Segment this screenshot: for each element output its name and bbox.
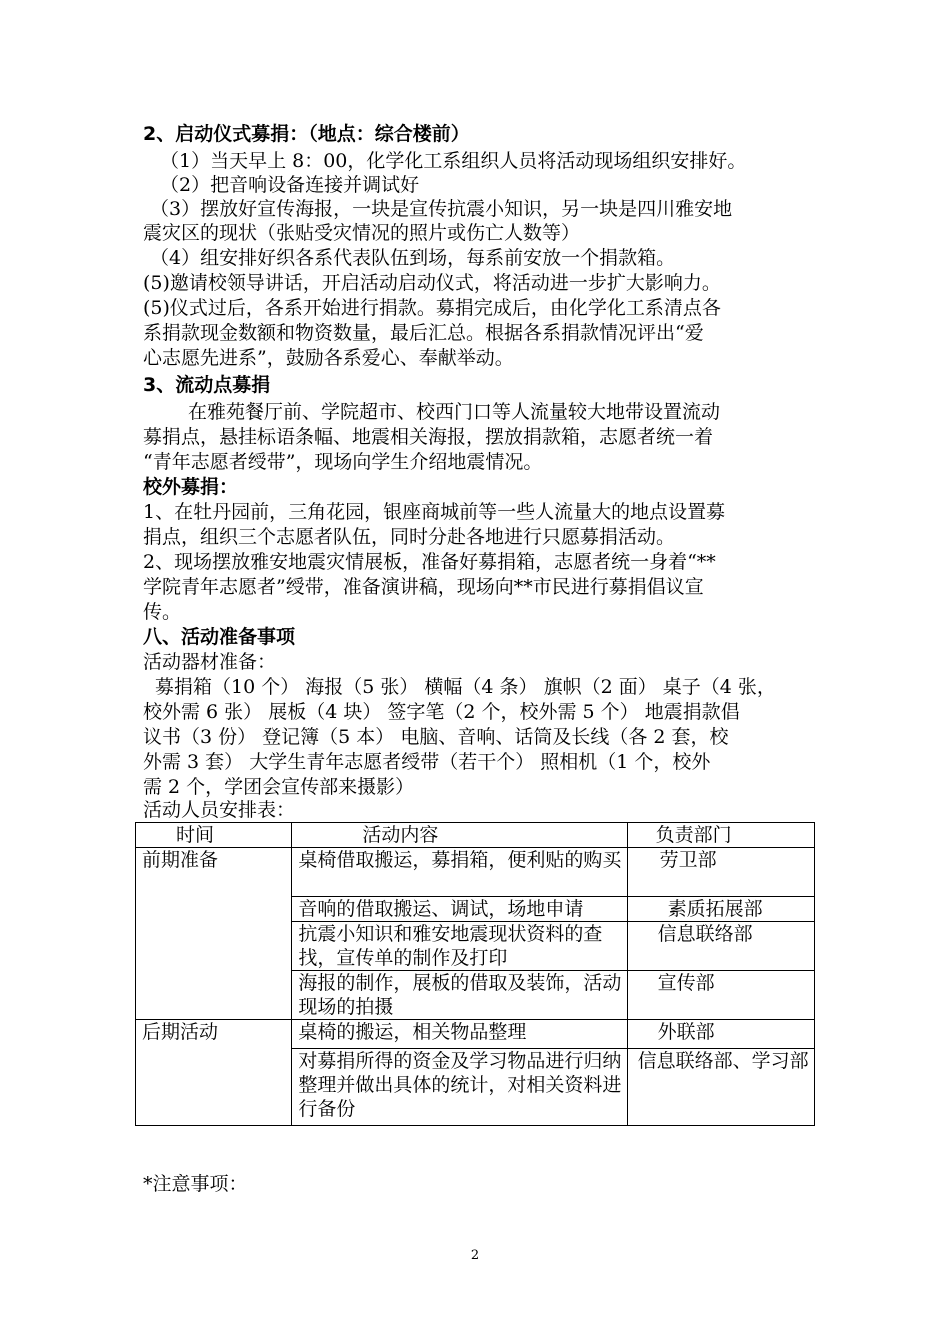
page-number: 2 — [470, 1248, 480, 1263]
staff-table-label: 活动人员安排表： — [143, 799, 296, 821]
section-2-line-6: (5)邀请校领导讲话，开启活动启动仪式，将活动进一步扩大影响力。 — [143, 272, 721, 294]
offcampus-line-4: 学院青年志愿者”绶带，准备演讲稿，现场向**市民进行募捐倡议宣 — [143, 576, 704, 598]
dept-cell: 素质拓展部 — [627, 897, 814, 922]
section-2-line-9: 心志愿先进系”，鼓励各系爱心、奉献举动。 — [143, 347, 514, 369]
staff-arrangement-table — [135, 822, 815, 1126]
content-cell: 抗震小知识和雅安地震现状资料的查找，宣传单的制作及打印 — [292, 922, 627, 971]
section-2-line-5: （4）组安排好织各系代表队伍到场，每系前安放一个捐款箱。 — [150, 247, 676, 269]
equipment-line-4: 外需 3 套） 大学生青年志愿者绶带（若干个） 照相机（1 个，校外 — [143, 751, 711, 773]
offcampus-line-1: 1、在牡丹园前，三角花园，银座商城前等一些人流量大的地点设置募 — [143, 501, 726, 523]
content-cell: 桌椅借取搬运，募捐箱，便利贴的购买 — [292, 848, 627, 897]
content-cell: 桌椅的搬运，相关物品整理 — [292, 1020, 627, 1049]
notes-label: *注意事项： — [143, 1173, 248, 1195]
header-content: 活动内容 — [292, 823, 627, 848]
section-2-line-8: 系捐款现金数额和物资数量，最后汇总。根据各系捐款情况评出“爱 — [143, 322, 704, 344]
section-2-line-7: (5)仪式过后，各系开始进行捐款。募捐完成后，由化学化工系清点各 — [143, 297, 721, 319]
section-2-line-1: （1）当天早上 8：00，化学化工系组织人员将活动现场组织安排好。 — [160, 150, 747, 172]
content-cell: 海报的制作，展板的借取及装饰，活动现场的拍摄 — [292, 971, 627, 1020]
content-cell: 对募捐所得的资金及学习物品进行归纳整理并做出具体的统计，对相关资料进行备份 — [292, 1049, 627, 1126]
dept-cell: 宣传部 — [627, 971, 814, 1020]
dept-cell: 外联部 — [627, 1020, 814, 1049]
content-cell: 音响的借取搬运、调试，场地申请 — [292, 897, 627, 922]
table-header-row — [136, 823, 815, 848]
dept-cell: 信息联络部 — [627, 922, 814, 971]
section-8-heading: 八、活动准备事项 — [143, 626, 296, 648]
table-row — [136, 1020, 815, 1049]
header-time: 时间 — [136, 823, 292, 848]
offcampus-line-5: 传。 — [143, 601, 182, 623]
phase-cell: 前期准备 — [136, 848, 292, 1020]
phase-cell: 后期活动 — [136, 1020, 292, 1126]
section-3-line-3: “青年志愿者绶带”，现场向学生介绍地震情况。 — [143, 451, 543, 473]
equipment-line-2: 校外需 6 张） 展板（4 块） 签字笔（2 个，校外需 5 个） 地震捐款倡 — [143, 701, 740, 723]
section-3-line-1: 在雅苑餐厅前、学院超市、校西门口等人流量较大地带设置流动 — [188, 401, 721, 423]
offcampus-line-2: 捐点，组织三个志愿者队伍，同时分赴各地进行只愿募捐活动。 — [143, 526, 676, 548]
header-department: 负责部门 — [627, 823, 814, 848]
dept-cell: 劳卫部 — [627, 848, 814, 897]
section-2-line-4: 震灾区的现状（张贴受灾情况的照片或伤亡人数等） — [143, 222, 581, 244]
section-3-heading: 3、流动点募捐 — [143, 374, 271, 396]
offcampus-line-3: 2、现场摆放雅安地震灾情展板，准备好募捐箱，志愿者统一身着“** — [143, 551, 716, 573]
equipment-label: 活动器材准备： — [143, 651, 277, 673]
equipment-line-3: 议书（3 份） 登记簿（5 本） 电脑、音响、话筒及长线（各 2 套，校 — [143, 726, 729, 748]
section-2-line-3: （3）摆放好宣传海报，一块是宣传抗震小知识，另一块是四川雅安地 — [150, 198, 733, 220]
section-3-line-2: 募捐点，悬挂标语条幅、地震相关海报，摆放捐款箱，志愿者统一着 — [143, 426, 714, 448]
equipment-line-1: 募捐箱（10 个） 海报（5 张） 横幅（4 条） 旗帜（2 面） 桌子（4 张， — [155, 676, 776, 698]
table-row — [136, 848, 815, 897]
dept-cell: 信息联络部、学习部 — [627, 1049, 814, 1126]
section-2-line-2: （2）把音响设备连接并调试好 — [160, 174, 420, 196]
section-2-heading: 2、启动仪式募捐：（地点：综合楼前） — [143, 123, 470, 145]
equipment-line-5: 需 2 个，学团会宣传部来摄影） — [143, 776, 415, 798]
offcampus-heading: 校外募捐： — [143, 476, 239, 498]
